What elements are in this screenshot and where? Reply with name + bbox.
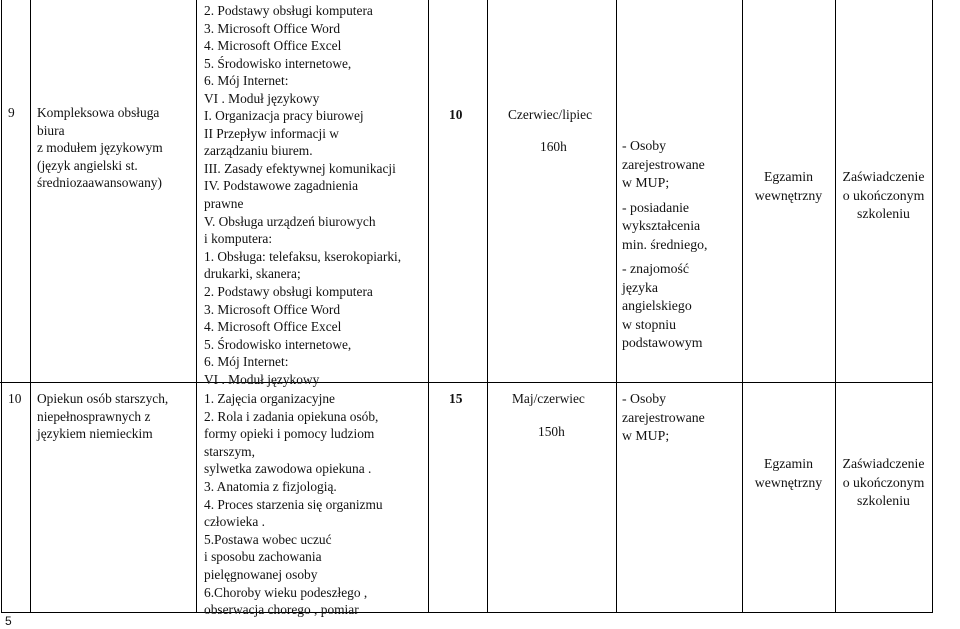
hours: 160h (540, 139, 567, 154)
requirements: - Osoby zarejestrowane w MUP; - posiadanie wykształcenia min. średniego, - znajomość języka angielskiego w stopniu podstawowym (622, 138, 708, 350)
hours: 150h (538, 424, 565, 439)
row-number: 9 (8, 105, 15, 120)
certificate: Zaświadczenie o ukończonym szkoleniu (842, 169, 925, 221)
participants-count: 15 (449, 391, 463, 406)
course-program: I. Organizacja pracy biurowej II Przepływ informacji w zarządzaniu biurem. III. Zasady efektywnej komunikacji IV. Podstawowe zagadnienia prawne V. Obsługa urządzeń biurowych i komputera: 1. Obsługa: telefaksu, kserokopiarki, drukarki, skanera; 2. Podstawy obsługi komputera 3. Microsoft Office Word 4. Microsoft Office Excel 5. Środowisko internetowe, 6. Mój Internet: VI . Moduł językowy (204, 108, 402, 387)
term: Maj/czerwiec (512, 391, 585, 406)
certificate: Zaświadczenie o ukończonym szkoleniu (842, 456, 925, 508)
program-continuation: 2. Podstawy obsługi komputera 3. Microsoft Office Word 4. Microsoft Office Excel 5. Środowisko internetowe, 6. Mój Internet: VI . Moduł językowy (204, 3, 373, 106)
exam: Egzamin wewnętrzny (754, 169, 823, 203)
course-name: Opiekun osób starszych, niepełnosprawnych z językiem niemieckim (37, 391, 169, 442)
requirements: - Osoby zarejestrowane w MUP; (622, 391, 705, 443)
term: Czerwiec/lipiec (508, 107, 593, 122)
course-name: Kompleksowa obsługa biura z modułem językowym (język angielski st. średniozaawansowany) (37, 105, 163, 191)
participants-count: 10 (449, 107, 463, 122)
exam: Egzamin wewnętrzny (754, 456, 823, 490)
course-program: 1. Zajęcia organizacyjne 2. Rola i zadania opiekuna osób, formy opieki i pomocy ludziom starszym, sylwetka zawodowa opiekuna . 3. Anatomia z fizjologią. 4. Proces starzenia się organizmu człowieka . 5.Postawa wobec uczuć i sposobu zachowania pielęgnowanej osoby 6.Choroby wieku podeszłego , obserwacja chorego , pomiar (204, 391, 383, 618)
page-number: 5 (5, 614, 12, 628)
row-number: 10 (8, 391, 22, 406)
